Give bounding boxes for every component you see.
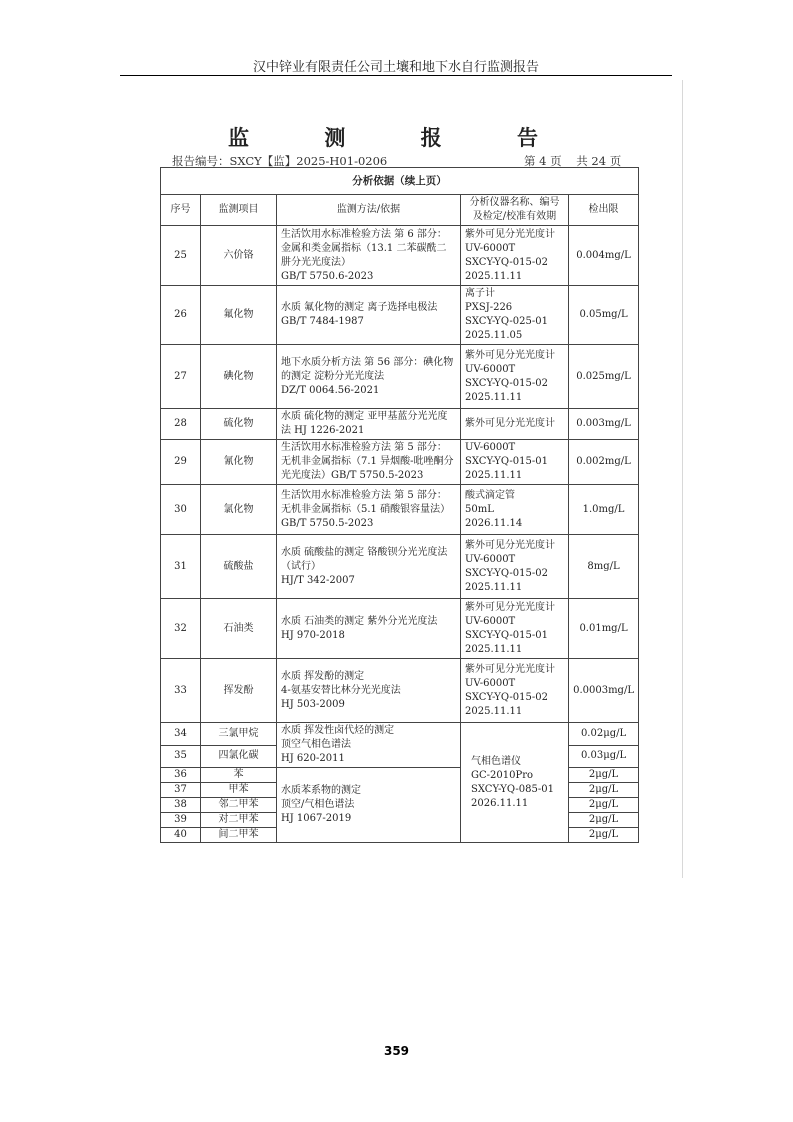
row-number: 30 <box>161 485 201 535</box>
detection-limit: 0.01mg/L <box>569 599 639 659</box>
instrument-line: 紫外可见分光光度计 <box>465 349 555 361</box>
method-cell <box>277 286 461 345</box>
instrument-line: SXCY-YQ-015-02 <box>465 256 548 268</box>
instrument-line: 2025.11.11 <box>465 581 523 593</box>
instrument-line: 酸式滴定管 <box>465 489 515 501</box>
detection-limit: 0.025mg/L <box>569 345 639 409</box>
instrument-line: SXCY-YQ-085-01 <box>471 783 554 795</box>
method-line: 水质苯系物的测定 <box>281 785 361 796</box>
instrument-line: SXCY-YQ-015-01 <box>465 629 548 641</box>
instrument-cell <box>461 485 569 535</box>
instrument-line: 2025.11.11 <box>465 270 523 282</box>
detection-limit: 2μg/L <box>569 813 639 828</box>
col-header-method: 监测方法/依据 <box>277 195 461 226</box>
table-row <box>161 440 639 485</box>
monitoring-item: 三氯甲烷 <box>201 723 277 746</box>
method-line: DZ/T 0064.56-2021 <box>281 384 380 396</box>
instrument-line: 离子计 <box>465 288 495 299</box>
instrument-line: 2025.11.11 <box>465 391 523 403</box>
method-cell <box>277 440 461 485</box>
monitoring-item: 挥发酚 <box>201 659 277 723</box>
row-number: 25 <box>161 226 201 286</box>
detection-limit: 0.03μg/L <box>569 745 639 768</box>
instrument-line: 紫外可见分光光度计 <box>465 539 555 551</box>
method-line: HJ 1067-2019 <box>281 813 352 824</box>
detection-limit: 0.002mg/L <box>569 440 639 485</box>
detection-limit: 0.004mg/L <box>569 226 639 286</box>
row-number: 37 <box>161 783 201 798</box>
method-cell <box>277 345 461 409</box>
col-header-instrument <box>461 195 569 226</box>
instrument-line: UV-6000T <box>465 242 516 254</box>
page-count-info: 第 4 页 共 24 页 <box>524 154 622 168</box>
instrument-line: 2026.11.11 <box>471 797 529 809</box>
method-line: GB/T 5750.5-2023 <box>281 517 374 529</box>
table-row <box>161 599 639 659</box>
page-header-title: 汉中锌业有限责任公司土壤和地下水自行监测报告 <box>252 60 539 75</box>
method-cell <box>277 599 461 659</box>
instrument-cell <box>461 409 569 440</box>
instrument-line: UV-6000T <box>465 615 516 627</box>
instrument-line: 2025.11.05 <box>465 330 523 341</box>
row-number: 26 <box>161 286 201 345</box>
instrument-line: UV-6000T <box>465 553 516 565</box>
table-caption: 分析依据（续上页） <box>161 168 639 195</box>
instrument-line: SXCY-YQ-015-01 <box>465 456 548 467</box>
method-line: 水质 氟化物的测定 离子选择电极法 <box>281 302 438 313</box>
instrument-line: SXCY-YQ-015-02 <box>465 377 548 389</box>
instrument-cell <box>461 535 569 599</box>
row-number: 35 <box>161 745 201 768</box>
monitoring-item: 石油类 <box>201 599 277 659</box>
col-header-instrument-line: 分析仪器名称、编号 <box>469 197 560 208</box>
row-number: 40 <box>161 828 201 843</box>
detection-limit: 2μg/L <box>569 828 639 843</box>
header-rule <box>120 75 672 76</box>
col-header-item: 监测项目 <box>201 195 277 226</box>
method-line: 水质 挥发酚的测定 <box>281 670 365 682</box>
method-line: 水质 硫化物的测定 亚甲基蓝分光光度法 HJ 1226-2021 <box>281 411 448 436</box>
detection-limit: 1.0mg/L <box>569 485 639 535</box>
monitoring-item: 六价铬 <box>201 226 277 286</box>
table-row <box>161 535 639 599</box>
instrument-line: 2025.11.11 <box>465 470 523 481</box>
monitoring-item: 氟化物 <box>201 286 277 345</box>
page-number: 359 <box>383 1044 410 1058</box>
instrument-cell <box>461 659 569 723</box>
monitoring-item: 碘化物 <box>201 345 277 409</box>
method-cell <box>277 226 461 286</box>
method-cell <box>277 409 461 440</box>
monitoring-item: 邻二甲苯 <box>201 798 277 813</box>
monitoring-item: 氰化物 <box>201 440 277 485</box>
method-cell <box>277 535 461 599</box>
table-row <box>161 286 639 345</box>
monitoring-item: 四氯化碳 <box>201 745 277 768</box>
row-number: 39 <box>161 813 201 828</box>
detection-limit: 0.003mg/L <box>569 409 639 440</box>
method-cell <box>277 485 461 535</box>
row-number: 27 <box>161 345 201 409</box>
col-header-instrument-line: 及检定/校准有效期 <box>472 211 557 222</box>
method-line: 顶空/气相色谱法 <box>281 799 355 810</box>
method-line: 生活饮用水标准检验方法 第 5 部分：无机非金属指标（5.1 硝酸银容量法） <box>281 489 451 515</box>
instrument-line: PXSJ-226 <box>465 302 513 313</box>
instrument-line: 2025.11.11 <box>465 643 523 655</box>
table-row <box>161 485 639 535</box>
row-number: 28 <box>161 409 201 440</box>
row-number: 34 <box>161 723 201 746</box>
table-header-row <box>161 195 639 226</box>
row-number: 31 <box>161 535 201 599</box>
method-cell <box>277 659 461 723</box>
instrument-line: 气相色谱仪 <box>471 755 521 767</box>
row-number: 33 <box>161 659 201 723</box>
col-header-no: 序号 <box>161 195 201 226</box>
row-number: 36 <box>161 768 201 783</box>
document-title: 监 测 报 告 <box>228 125 572 150</box>
method-line: 水质 石油类的测定 紫外分光光度法 <box>281 615 438 627</box>
report-number: 报告编号：SXCY【监】2025-H01-0206 <box>172 154 388 168</box>
instrument-line: SXCY-YQ-015-02 <box>465 567 548 579</box>
table-row <box>161 723 639 746</box>
method-line: HJ 970-2018 <box>281 629 345 641</box>
method-line: HJ 620-2011 <box>281 753 345 764</box>
instrument-line: 紫外可见分光光度计 <box>465 601 555 613</box>
detection-limit: 0.02μg/L <box>569 723 639 746</box>
instrument-line: 2026.11.14 <box>465 517 523 529</box>
instrument-line: UV-6000T <box>465 363 516 375</box>
instrument-cell <box>461 226 569 286</box>
instrument-line: 紫外可见分光光度计 <box>465 228 555 240</box>
analysis-basis-table <box>160 167 639 843</box>
monitoring-item: 对二甲苯 <box>201 813 277 828</box>
monitoring-item: 氯化物 <box>201 485 277 535</box>
detection-limit: 2μg/L <box>569 768 639 783</box>
col-header-limit: 检出限 <box>569 195 639 226</box>
row-number: 38 <box>161 798 201 813</box>
monitoring-item: 硫酸盐 <box>201 535 277 599</box>
instrument-line: 紫外可见分光光度计 <box>465 418 555 429</box>
row-number: 32 <box>161 599 201 659</box>
method-line: 生活饮用水标准检验方法 第 6 部分：金属和类金属指标（13.1 二苯碳酰二肼分光光度法） <box>281 228 447 268</box>
method-line: HJ/T 342-2007 <box>281 574 355 586</box>
instrument-line: GC-2010Pro <box>471 769 533 781</box>
detection-limit: 0.05mg/L <box>569 286 639 345</box>
method-line: 顶空气相色谱法 <box>281 739 351 750</box>
method-cell <box>277 723 461 768</box>
method-line: 4-氨基安替比林分光光度法 <box>281 684 401 696</box>
instrument-line: 50mL <box>465 503 494 515</box>
method-cell <box>277 768 461 843</box>
instrument-cell <box>461 599 569 659</box>
method-line: GB/T 7484-1987 <box>281 316 364 327</box>
method-line: GB/T 5750.6-2023 <box>281 270 374 282</box>
instrument-line: UV-6000T <box>465 677 516 689</box>
instrument-line: SXCY-YQ-015-02 <box>465 691 548 703</box>
instrument-line: 2025.11.11 <box>465 705 523 717</box>
row-number: 29 <box>161 440 201 485</box>
table-row <box>161 659 639 723</box>
instrument-cell <box>461 345 569 409</box>
scan-edge <box>682 80 683 878</box>
detection-limit: 0.0003mg/L <box>569 659 639 723</box>
method-line: 生活饮用水标准检验方法 第 5 部分：无机非金属指标（7.1 异烟酸-吡唑酮分光光度法）GB/T 5750.5-2023 <box>281 442 454 481</box>
monitoring-item: 苯 <box>201 768 277 783</box>
method-line: HJ 503-2009 <box>281 698 345 710</box>
method-line: 地下水质分析方法 第 56 部分：碘化物的测定 淀粉分光光度法 <box>281 356 454 382</box>
monitoring-item: 间二甲苯 <box>201 828 277 843</box>
method-line: 水质 硫酸盐的测定 铬酸钡分光光度法（试行） <box>281 546 448 572</box>
monitoring-item: 甲苯 <box>201 783 277 798</box>
table-row <box>161 409 639 440</box>
detection-limit: 2μg/L <box>569 783 639 798</box>
detection-limit: 8mg/L <box>569 535 639 599</box>
instrument-cell <box>461 286 569 345</box>
instrument-cell <box>461 440 569 485</box>
instrument-cell <box>461 723 569 843</box>
instrument-line: UV-6000T <box>465 442 516 453</box>
detection-limit: 2μg/L <box>569 798 639 813</box>
method-line: 水质 挥发性卤代烃的测定 <box>281 725 395 736</box>
table-row <box>161 345 639 409</box>
instrument-line: 紫外可见分光光度计 <box>465 663 555 675</box>
monitoring-item: 硫化物 <box>201 409 277 440</box>
table-row <box>161 226 639 286</box>
instrument-line: SXCY-YQ-025-01 <box>465 316 548 327</box>
